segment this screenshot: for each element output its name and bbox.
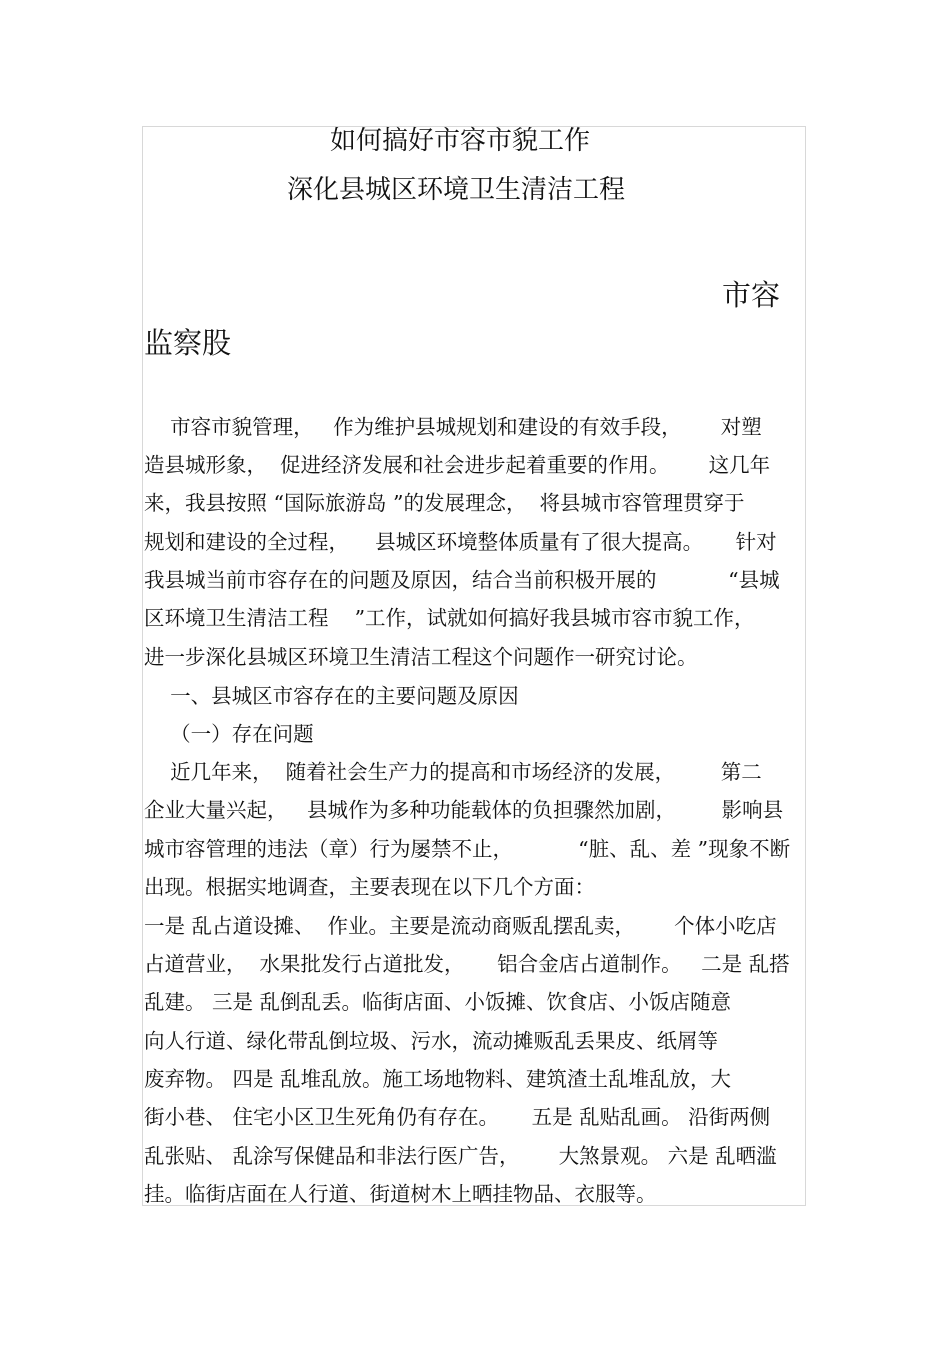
- body-line: 企业大量兴起， 县城作为多种功能载体的负担骤然加剧， 影响县: [144, 798, 784, 822]
- body-line: 街小巷、 住宅小区卫生死角仍有存在。 五是 乱贴乱画。 沿街两侧: [144, 1105, 771, 1129]
- body-line: 区环境卫生清洁工程 ”工作，试就如何搞好我县城市容市貌工作，: [144, 606, 755, 630]
- body-line: 向人行道、绿化带乱倒垃圾、污水，流动摊贩乱丢果皮、纸屑等: [144, 1029, 718, 1053]
- body-line: 占道营业， 水果批发行占道批发， 铝合金店占道制作。 二是 乱搭: [144, 952, 790, 976]
- body-line: 一是 乱占道设摊、 作业。主要是流动商贩乱摆乱卖， 个体小吃店: [144, 914, 777, 938]
- author-line-1: 市容: [722, 278, 781, 312]
- doc-title-line-1: 如何搞好市容市貌工作: [330, 126, 591, 156]
- body-line: 规划和建设的全过程， 县城区环境整体质量有了很大提高。 针对: [144, 530, 777, 554]
- body-line: 造县城形象， 促进经济发展和社会进步起着重要的作用。 这几年: [144, 453, 771, 477]
- body-line: 出现。根据实地调查，主要表现在以下几个方面：: [144, 875, 595, 899]
- body-line: 我县城当前市容存在的问题及原因，结合当前积极开展的 “县城: [144, 568, 780, 592]
- body-line: 市容市貌管理， 作为维护县城规划和建设的有效手段， 对塑: [144, 415, 762, 439]
- body-line: 乱建。 三是 乱倒乱丢。临街店面、小饭摊、饮食店、小饭店随意: [144, 990, 732, 1014]
- body-line: 挂。临街店面在人行道、街道树木上晒挂物品、衣服等。: [144, 1182, 657, 1206]
- body-line: 城市容管理的违法（章）行为屡禁不止， “脏、乱、差 ”现象不断: [144, 837, 791, 861]
- body-line: 来，我县按照 “国际旅游岛 ”的发展理念， 将县城市容管理贯穿于: [144, 491, 745, 515]
- section-heading: 一、县城区市容存在的主要问题及原因: [144, 684, 519, 708]
- body-line: 乱张贴、 乱涂写保健品和非法行医广告， 大煞景观。 六是 乱晒滥: [144, 1144, 777, 1168]
- body-line: 近几年来， 随着社会生产力的提高和市场经济的发展， 第二: [144, 760, 762, 784]
- doc-title-line-2: 深化县城区环境卫生清洁工程: [287, 175, 626, 205]
- body-line: 废弃物。 四是 乱堆乱放。施工场地物料、建筑渣土乱堆乱放，大: [144, 1067, 732, 1091]
- author-line-2: 监察股: [144, 326, 232, 360]
- subsection-heading: （一）存在问题: [144, 722, 314, 746]
- body-line: 进一步深化县城区环境卫生清洁工程这个问题作一研究讨论。: [144, 645, 698, 669]
